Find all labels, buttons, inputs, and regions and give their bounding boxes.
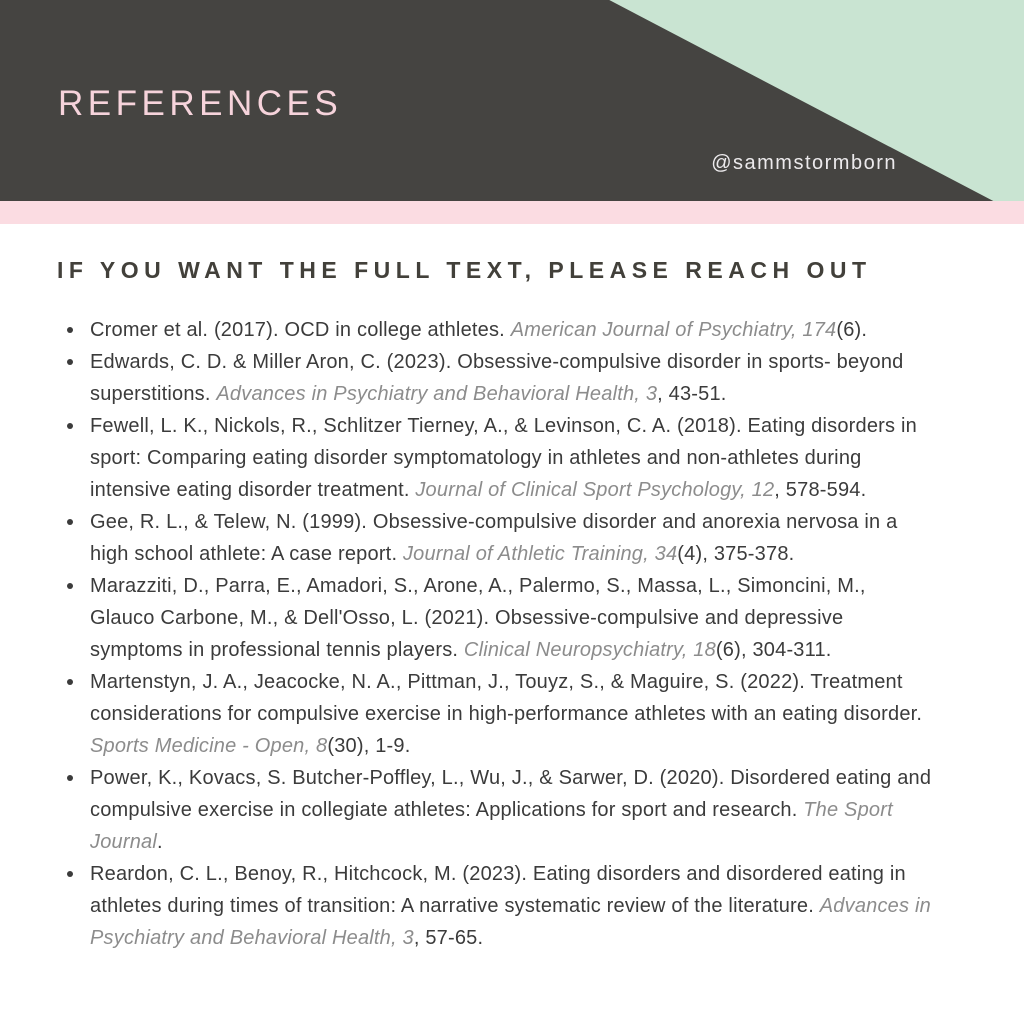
journal-name-italic: Advances in Psychiatry and Behavioral Health, 3 [216, 383, 658, 405]
citation-text: , 57-65. [413, 927, 484, 949]
section-heading: IF YOU WANT THE FULL TEXT, PLEASE REACH OUT [57, 257, 872, 283]
citation-text: (30), 1-9. [327, 735, 411, 757]
page-title: REFERENCES [58, 84, 343, 123]
reference-item [57, 762, 932, 858]
bullet-icon [67, 583, 73, 589]
reference-item [57, 410, 932, 506]
citation-text: Fewell, L. K., Nickols, R., Schlitzer Tierney, A., & Levinson, C. A. (2018). Eating disorders in sport: Comparing eating disorder symptomatology in athletes and non-athletes during intensive eating disorder treatment. [90, 415, 917, 501]
citation-text: Cromer et al. (2017). OCD in college athletes. [90, 319, 511, 341]
citation-text: , 43-51. [657, 383, 727, 405]
citation-text: Reardon, C. L., Benoy, R., Hitchcock, M. (2023). Eating disorders and disordered eating in athletes during times of transition: A narrative systematic review of the literature. [90, 863, 906, 917]
citation-text: Martenstyn, J. A., Jeacocke, N. A., Pittman, J., Touyz, S., & Maguire, S. (2022). Treatment considerations for compulsive exercise in high-performance athletes with an eating disorder. [90, 671, 923, 725]
bullet-icon [67, 679, 73, 685]
citation-text: , 578-594. [774, 479, 867, 501]
bullet-icon [67, 327, 73, 333]
journal-name-italic: Journal of Clinical Sport Psychology, 12 [415, 479, 775, 501]
reference-item [57, 570, 932, 666]
bullet-icon [67, 519, 73, 525]
citation-text: (4), 375-378. [677, 543, 795, 565]
reference-item [57, 346, 932, 410]
bullet-icon [67, 775, 73, 781]
reference-item [57, 666, 932, 762]
bullet-icon [67, 423, 73, 429]
pink-stripe-divider [0, 201, 1024, 224]
citation-text: Edwards, C. D. & Miller Aron, C. (2023). Obsessive-compulsive disorder in sports- beyond superstitions. [90, 351, 904, 405]
reference-item [57, 506, 932, 570]
content-area [0, 224, 1024, 954]
reference-item [57, 858, 932, 954]
journal-name-italic: Clinical Neuropsychiatry, 18 [463, 639, 716, 661]
citation-text: (6). [836, 319, 868, 341]
journal-name-italic: American Journal of Psychiatry, 174 [510, 319, 837, 341]
citation-text: (6), 304-311. [715, 639, 832, 661]
citation-text: Gee, R. L., & Telew, N. (1999). Obsessive-compulsive disorder and anorexia nervosa in a high school athlete: A case report. [90, 511, 898, 565]
journal-name-italic: Advances in Psychiatry and Behavioral Health, 3 [90, 895, 931, 949]
references-list [57, 314, 932, 954]
citation-text: . [157, 831, 163, 853]
citation-text: Marazziti, D., Parra, E., Amadori, S., Arone, A., Palermo, S., Massa, L., Simoncini, M., Glauco Carbone, M., & Dell'Osso, L. (2021). Obsessive-compulsive and depressive symptoms in professional tennis players. [90, 575, 866, 661]
bullet-icon [67, 871, 73, 877]
journal-name-italic: The Sport Journal [90, 799, 893, 853]
citation-text: Power, K., Kovacs, S. Butcher-Poffley, L., Wu, J., & Sarwer, D. (2020). Disordered eating and compulsive exercise in collegiate athletes: Applications for sport and research. [90, 767, 932, 821]
header-banner [0, 0, 1024, 201]
journal-name-italic: Journal of Athletic Training, 34 [402, 543, 678, 565]
reference-item [57, 314, 932, 346]
social-handle: @sammstormborn [711, 152, 897, 174]
journal-name-italic: Sports Medicine - Open, 8 [90, 735, 328, 757]
bullet-icon [67, 359, 73, 365]
